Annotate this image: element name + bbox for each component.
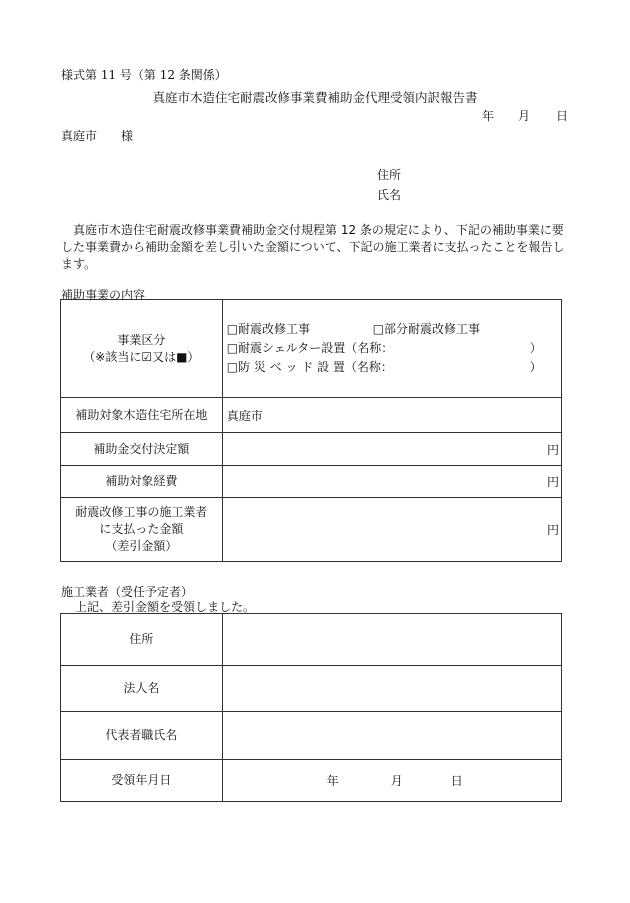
eligible-cost-label: 補助対象経費: [61, 466, 223, 498]
representative-value[interactable]: [222, 712, 561, 760]
received-day: 日: [450, 774, 463, 788]
addressee: 真庭市 様: [61, 129, 134, 143]
decision-amount-value[interactable]: 円: [222, 433, 561, 466]
option-shelter[interactable]: □耐震シェルター設置（名称：: [226, 341, 394, 355]
row-location: [61, 398, 562, 433]
row-paid-amount: [61, 498, 562, 562]
contractor-address-label: 住所: [61, 614, 223, 666]
option-row-3: [227, 358, 561, 377]
page-title: 真庭市木造住宅耐震改修事業費補助金代理受領内訳報告書: [152, 90, 478, 105]
option-row-2: [227, 339, 561, 358]
paid-amount-label-cell: [61, 498, 223, 562]
row-received-date: [61, 760, 562, 802]
option-bed[interactable]: □防 災 ベ ッ ド 設 置（名称：: [226, 360, 393, 374]
applicant-name-label: 氏名: [377, 188, 402, 202]
corp-name-label: 法人名: [61, 666, 223, 712]
representative-label: 代表者職氏名: [61, 712, 223, 760]
option-bed-close: ）: [529, 360, 542, 374]
option-row-1: [227, 320, 561, 339]
location-value[interactable]: 真庭市: [222, 398, 561, 433]
paid-amount-label-2: に支払った金額: [99, 522, 184, 536]
header-year: 年: [482, 109, 495, 123]
received-year: 年: [326, 774, 339, 788]
row-representative: [61, 712, 562, 760]
received-month: 月: [390, 774, 403, 788]
row-eligible-cost: [61, 466, 562, 498]
location-label: 補助対象木造住宅所在地: [61, 398, 223, 433]
contractor-address-value[interactable]: [222, 614, 561, 666]
received-date-label: 受領年月日: [61, 760, 223, 802]
row-contractor-address: [61, 614, 562, 666]
option-seismic-retrofit[interactable]: □耐震改修工事: [226, 322, 311, 336]
section1-title: 補助事業の内容: [61, 288, 146, 302]
paid-amount-label-1: 耐震改修工事の施工業者: [75, 505, 208, 519]
corp-name-value[interactable]: [222, 666, 561, 712]
eligible-cost-value[interactable]: 円: [222, 466, 561, 498]
section2-note: 上記、差引金額を受領しました。: [75, 600, 256, 614]
form-number: 様式第 11 号（第 12 条関係）: [61, 68, 227, 82]
project-type-label-cell: [61, 300, 223, 398]
row-project-type: [61, 300, 562, 398]
row-corp-name: [61, 666, 562, 712]
project-details-table: [60, 299, 562, 562]
paid-amount-value[interactable]: 円: [222, 498, 561, 562]
applicant-address-label: 住所: [377, 168, 402, 182]
paid-amount-label-3: （差引金額）: [105, 539, 178, 553]
row-decision-amount: [61, 433, 562, 466]
contractor-table: [60, 613, 562, 802]
option-shelter-close: ）: [529, 341, 542, 355]
option-partial-retrofit[interactable]: □部分耐震改修工事: [372, 322, 481, 336]
section2-title: 施工業者（受任予定者）: [61, 585, 194, 599]
project-type-label: 事業区分: [117, 332, 166, 347]
header-day: 日: [556, 109, 569, 123]
header-month: 月: [518, 109, 531, 123]
received-date-value[interactable]: [222, 760, 561, 802]
project-type-note: （※該当に☑又は■）: [83, 349, 200, 364]
decision-amount-label: 補助金交付決定額: [61, 433, 223, 466]
project-type-options-cell: [222, 300, 561, 398]
body-paragraph: 真庭市木造住宅耐震改修事業費補助金交付規程第 12 条の規定により、下記の補助事業に要した事業費から補助金額を差し引いた金額について、下記の施工業者に支払ったことを報告します。: [61, 223, 565, 271]
